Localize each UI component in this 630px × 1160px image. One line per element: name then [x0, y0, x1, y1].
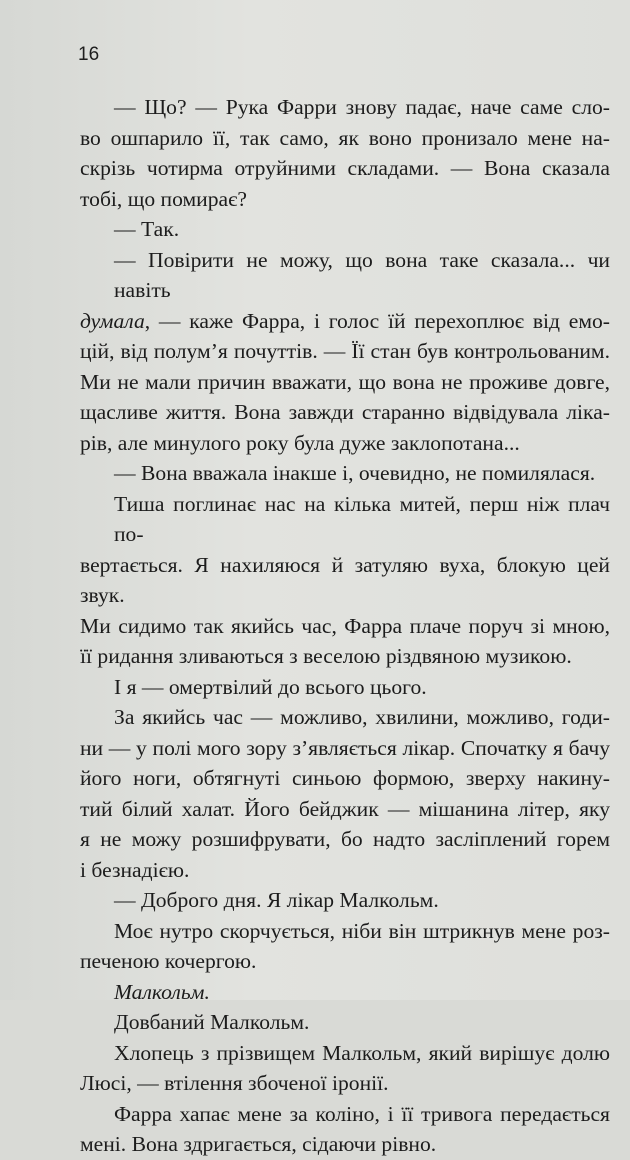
text-line: її ридання зливаються з веселою різдвяною музикою.: [80, 644, 572, 668]
paragraph: [80, 92, 610, 214]
text-line: щасливе життя. Вона завжди старанно відвідувала ліка-: [80, 400, 610, 424]
text-line: печеною кочергою.: [80, 949, 257, 973]
text-line: цій, від полум’я почуттів. — Її стан був контрольованим.: [80, 339, 610, 363]
text-line: во ошпарило її, так само, як воно пронизало мене на-: [80, 125, 610, 150]
text-line: вертається. Я нахиляюся й затуляю вуха, блокую цей звук.: [80, 552, 610, 607]
paragraph: [80, 1038, 610, 1099]
text-line: За якийсь час — можливо, хвилини, можливо, годи-: [114, 705, 610, 729]
text-line: тобі, що помирає?: [80, 186, 247, 211]
text-line: — Повірити не можу, що вона таке сказала... чи навіть: [114, 247, 610, 302]
text-line: Ми не мали причин вважати, що вона не проживе довге,: [80, 369, 610, 394]
text-line: я не можу розшифрувати, бо надто засліплений горем: [80, 827, 610, 851]
paragraph: [80, 489, 610, 672]
text-line: мені. Вона здригається, сідаючи рівно.: [80, 1132, 437, 1156]
page-number: 16: [78, 44, 100, 65]
text-line: ни — у полі мого зору з’являється лікар. Спочатку я бачу: [80, 735, 610, 760]
text-line: його ноги, обтягнуті синьою формою, зверху накину-: [80, 766, 610, 790]
text-line: Тиша поглинає нас на кілька митей, перш ніж плач по-: [114, 491, 610, 546]
text-line: Малкольм.: [114, 979, 210, 1004]
text-line: — Вона вважала інакше і, очевидно, не помилялася.: [114, 461, 596, 485]
text-line: рів, але минулого року була дуже заклопотана...: [80, 430, 520, 455]
text-line: — Так.: [114, 217, 180, 241]
text-line: Ми сидимо так якийсь час, Фарра плаче поруч зі мною,: [80, 613, 610, 638]
paragraph: [80, 702, 610, 885]
paragraph: [80, 672, 610, 703]
text-line: скрізь чотирма отруйними складами. — Вона сказала: [80, 156, 610, 180]
paragraph: [80, 977, 610, 1008]
text-line: і безнадією.: [80, 857, 190, 882]
paragraph: [80, 245, 610, 459]
text-line: — Що? — Рука Фарри знову падає, наче саме сло-: [114, 95, 610, 119]
paragraph: [80, 885, 610, 916]
text-line: Люсі, — втілення збоченої іронії.: [80, 1071, 389, 1095]
text-line: думала, — каже Фарра, і голос їй перехоплює від емо-: [80, 308, 610, 333]
text-line: — Доброго дня. Я лікар Малкольм.: [114, 888, 439, 912]
text-line: Фарра хапає мене за коліно, і її тривога передається: [114, 1101, 610, 1126]
paragraph: [80, 916, 610, 977]
text-line: Хлопець з прізвищем Малкольм, який вирішує долю: [114, 1040, 610, 1065]
paragraph: [80, 1099, 610, 1160]
text-line: Моє нутро скорчується, ніби він штрикнув мене роз-: [114, 918, 610, 943]
paragraph: [80, 458, 610, 489]
body-text: [80, 92, 610, 1160]
paragraph: [80, 1007, 610, 1038]
text-line: І я — омертвілий до всього цього.: [114, 674, 427, 699]
paragraph: [80, 214, 610, 245]
text-line: тий білий халат. Його бейджик — мішанина літер, яку: [80, 796, 610, 821]
text-line: Довбаний Малкольм.: [114, 1010, 310, 1034]
